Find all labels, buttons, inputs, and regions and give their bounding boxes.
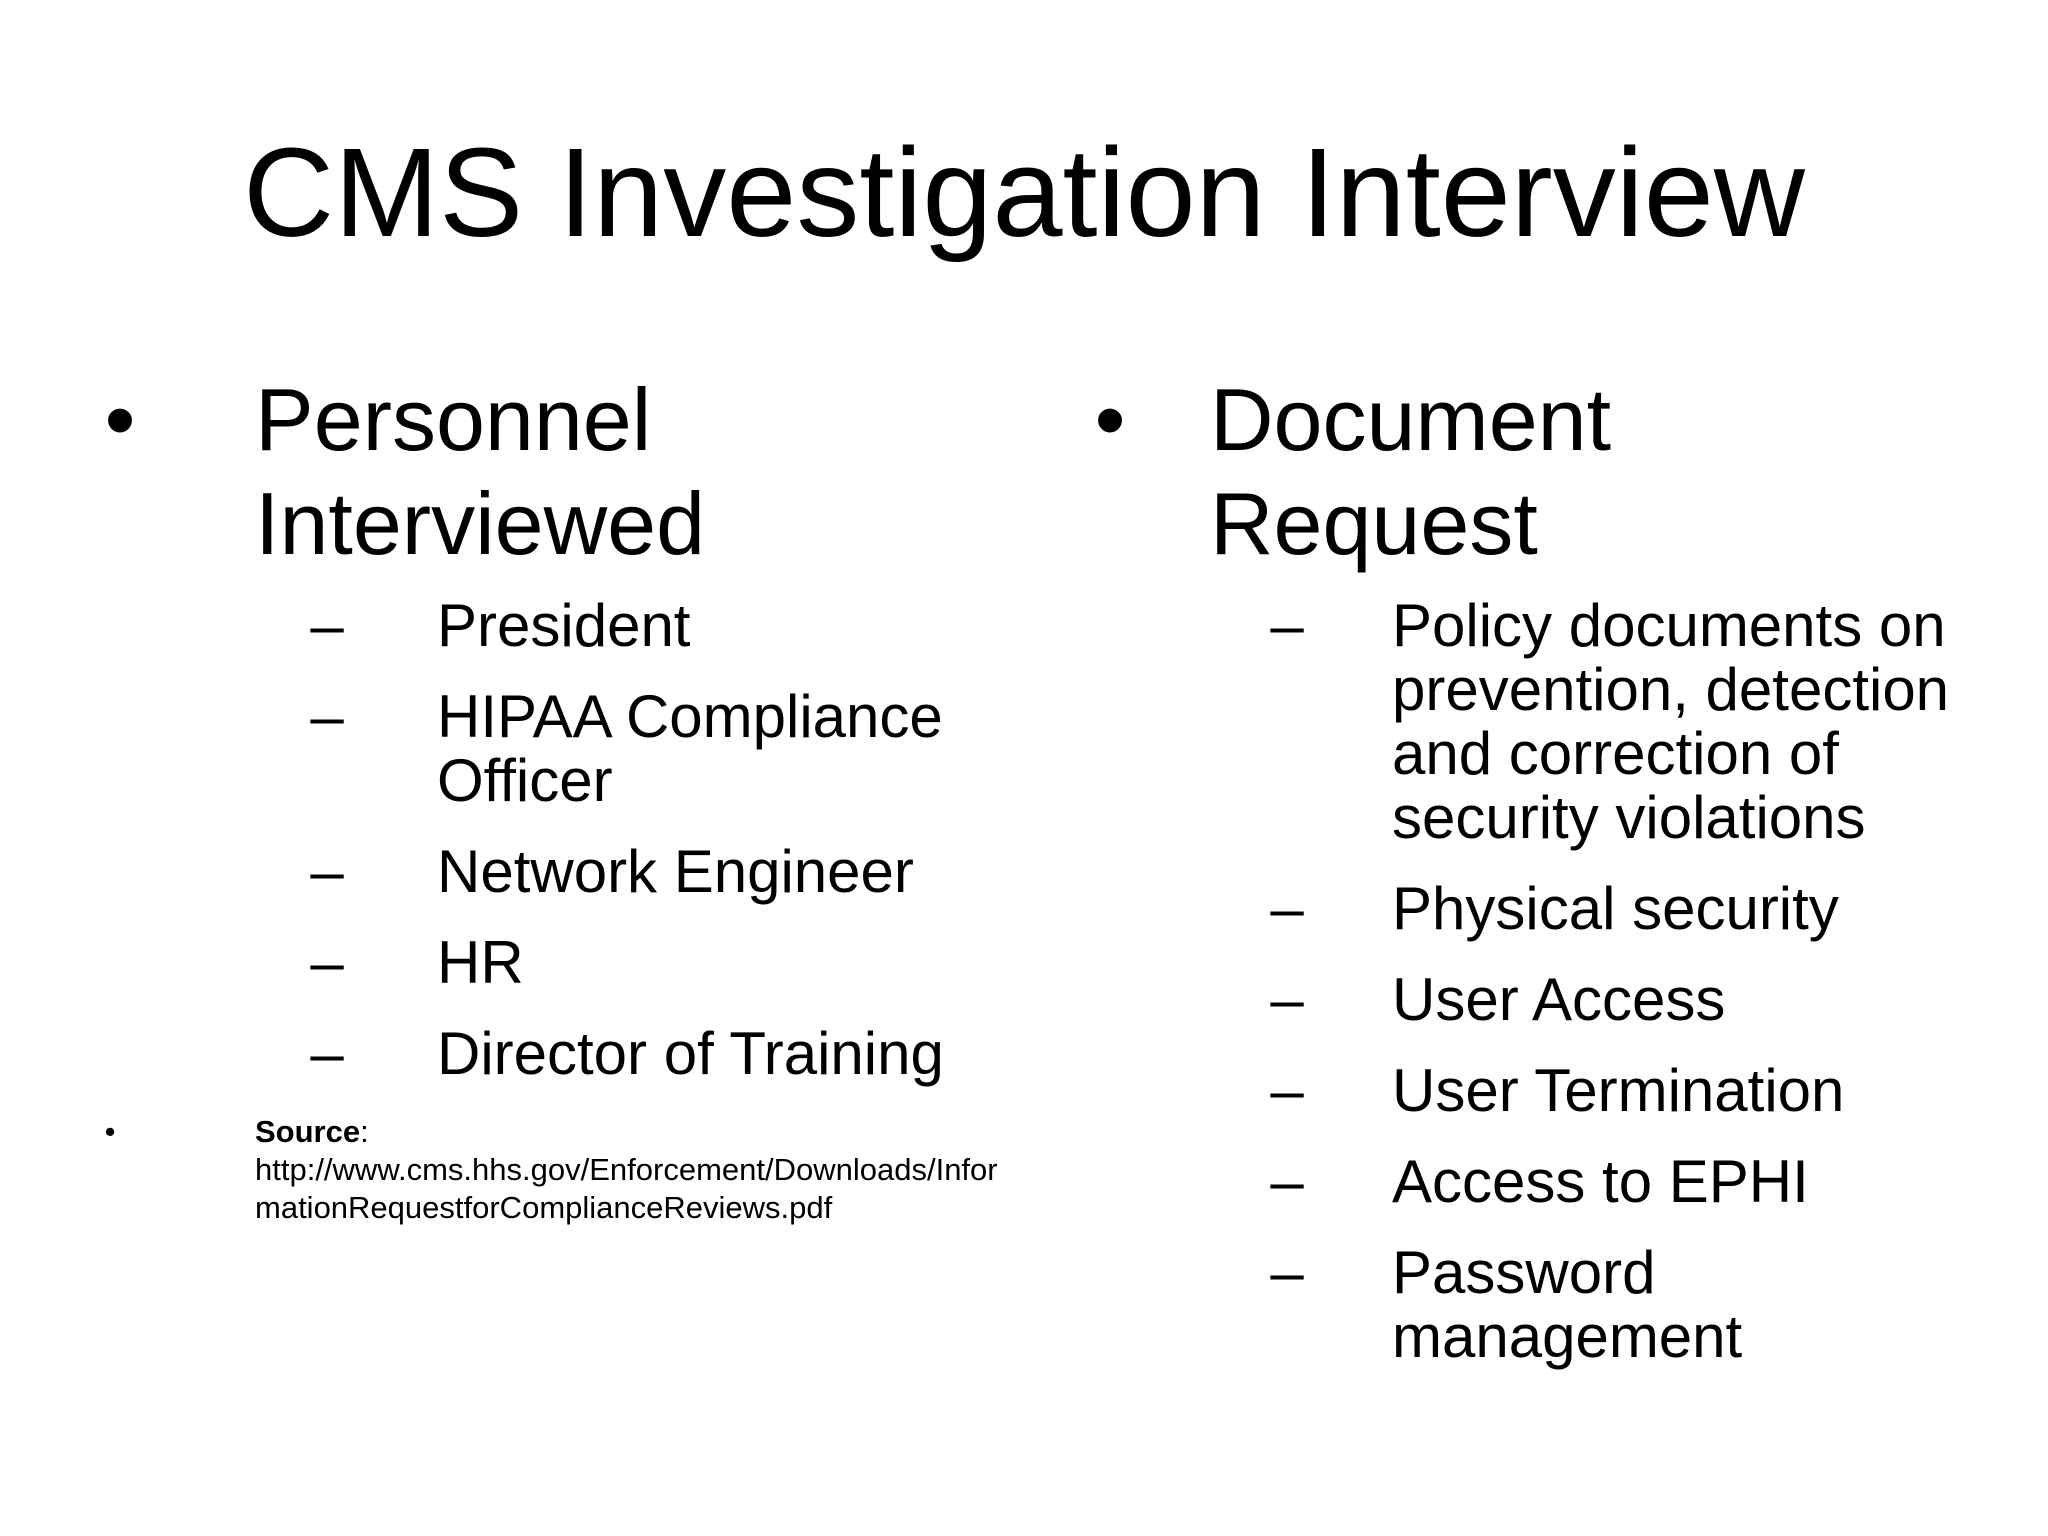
- list-item-text: Password management: [1392, 1239, 1743, 1370]
- right-column: [1040, 368, 2048, 1396]
- bullet-personnel-interviewed: [0, 368, 1040, 576]
- list-item: [1040, 1150, 2048, 1214]
- list-item-text: President: [437, 592, 691, 659]
- dash-icon: –: [1270, 1239, 1304, 1306]
- list-item-text: Policy documents on prevention, detection and correction of security violations: [1392, 592, 1950, 851]
- list-item: [0, 931, 1040, 995]
- list-item: [1040, 594, 2048, 850]
- personnel-list: [0, 594, 1040, 1086]
- list-item-text: HR: [437, 929, 524, 996]
- dash-icon: –: [1270, 875, 1304, 942]
- list-item-text: User Access: [1392, 966, 1726, 1033]
- dash-icon: –: [310, 592, 344, 659]
- list-item: [0, 1022, 1040, 1086]
- dash-icon: –: [310, 929, 344, 996]
- list-item-text: Director of Training: [437, 1020, 944, 1087]
- source-citation: [0, 1113, 1040, 1227]
- list-item: [1040, 1241, 2048, 1369]
- source-text: [255, 1113, 1015, 1227]
- list-item: [0, 840, 1040, 904]
- list-item-text: Physical security: [1392, 875, 1839, 942]
- dash-icon: –: [310, 838, 344, 905]
- bullet-document-request: [1040, 368, 2048, 576]
- document-list: [1040, 594, 2048, 1369]
- list-item-text: Access to EPHI: [1392, 1148, 1809, 1215]
- bullet-icon: •: [1094, 370, 1126, 469]
- list-item: [0, 594, 1040, 658]
- bullet-icon: •: [104, 370, 136, 469]
- list-item: [1040, 877, 2048, 941]
- source-url: http://www.cms.hhs.gov/Enforcement/Downloads/InformationRequestforComplianceReviews.pdf: [255, 1152, 998, 1225]
- source-colon: :: [360, 1114, 369, 1149]
- dash-icon: –: [1270, 1057, 1304, 1124]
- list-item: [0, 685, 1040, 813]
- heading-personnel-interviewed: Personnel Interviewed: [255, 370, 706, 573]
- list-item: [1040, 1059, 2048, 1123]
- dash-icon: –: [1270, 592, 1304, 659]
- left-column: [0, 368, 1040, 1227]
- heading-document-request: Document Request: [1210, 370, 1612, 573]
- dash-icon: –: [1270, 1148, 1304, 1215]
- bullet-icon: •: [104, 1114, 116, 1149]
- list-item-text: User Termination: [1392, 1057, 1845, 1124]
- dash-icon: –: [310, 1020, 344, 1087]
- list-item-text: Network Engineer: [437, 838, 914, 905]
- dash-icon: –: [1270, 966, 1304, 1033]
- list-item: [1040, 968, 2048, 1032]
- slide-title: CMS Investigation Interview: [243, 122, 1805, 263]
- dash-icon: –: [310, 683, 344, 750]
- list-item-text: HIPAA Compliance Officer: [437, 683, 943, 814]
- source-label: Source: [255, 1114, 361, 1149]
